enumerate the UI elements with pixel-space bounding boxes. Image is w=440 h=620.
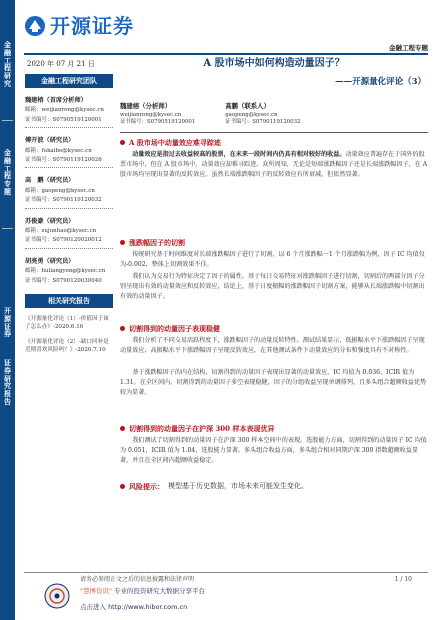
- analyst-name: 胡亮勇（研究员）: [25, 257, 75, 265]
- analyst-card: [25, 258, 113, 285]
- page-title: A 股市场中如何构造动量因子？: [203, 58, 345, 69]
- strip-divider: [2, 120, 13, 121]
- author-email: gaopeng@kysec.cn: [225, 111, 278, 118]
- watermark-logo-icon: [44, 583, 70, 609]
- author-name: 高鹏（联系人）: [225, 102, 270, 110]
- related-report-link[interactable]: 《开源量化评论（1）-价值因子该了怎么办》-2020.6.16: [25, 316, 109, 331]
- analyst-email: 邮箱：huliangyong@kysec.cn: [25, 268, 106, 275]
- analyst-card: [25, 177, 113, 208]
- analyst-divider: [25, 167, 113, 168]
- analyst-card: [25, 137, 113, 168]
- team-header: 金融工程研究团队: [25, 74, 113, 88]
- lead-sentence: 动量效应是指过去收益较高的股票，在未来一段时间内仍具有相对较好的收益。: [132, 151, 346, 158]
- analyst-divider: [25, 127, 113, 128]
- author-card: [120, 102, 195, 126]
- disclaimer-text: 请务必参阅正文之后的信息披露和法律声明: [80, 576, 195, 583]
- related-report-link[interactable]: 《开源量化评论（2）-缺口回补是近期喜欢风险吗？》-2020.7.10: [25, 339, 109, 354]
- strip-label-3: 开源证券: [4, 307, 11, 339]
- analyst-divider: [25, 248, 113, 249]
- analyst-card: [25, 97, 113, 128]
- report-date: 2020 年 07 月 21 日: [27, 60, 95, 68]
- authors-block: [120, 102, 428, 126]
- analyst-sidebar: [25, 74, 113, 354]
- section-paragraph: 我们分析了不同交易活跃程度下，涨跌幅因子的动量反转特性。测试结果显示，低振幅水平下涨跌幅因子呈现动量效应，高振幅水平下涨跌幅因子呈现反转效应，在其他测试条件下动量效应的分布和强度具有不对称性。: [120, 337, 425, 354]
- watermark-brand: "慧博资讯": [80, 587, 112, 595]
- author-card: [225, 102, 300, 126]
- company-logo: [24, 13, 134, 39]
- footer-divider: [24, 572, 428, 573]
- section-paragraph: 我们测试了切割得到的动量因子在沪深 300 样本空间中的表现。选股能力方面，切割得到的动量因子 IC 均值为 0.051，ICIR 值为 1.04，选股能力显著。多头组合收益方面，多头组合相对同期沪深 300 指数超额收益显著，并且在全区间内超额收益稳定。: [120, 437, 427, 464]
- paragraph-text: 动量效应普遍存在于国外的股票市场中，但在 A 股市场中，动量效应却难寻踪迹。众所周知，无论是短端涨跌幅因子还是长端涨跌幅因子，在 A 股市场均呈现出显著的反转效应。虽然长端涨跌幅因子的反转效应有所衰减，但依然显著。: [120, 151, 428, 178]
- author-cert: 证书编号：S0790119120032: [225, 118, 301, 125]
- section-paragraph: 传统研究基于时间维度对长端涨跌幅因子进行了切割，以 6 个月涨跌幅一1 个月涨跌幅为例，因子 IC 均值仅为-0.002，整体上切割效果不佳。: [120, 251, 425, 268]
- section-heading: [120, 138, 428, 147]
- section-heading: [120, 424, 428, 433]
- analyst-cert: 证书编号：S0790120030040: [25, 277, 102, 284]
- analyst-cert: 证书编号：S0790120020012: [25, 237, 102, 244]
- report-category: 金融工程专题: [389, 44, 428, 52]
- analyst-name: 高 鹏（研究员）: [25, 177, 75, 185]
- analyst-cert: 证书编号：S0790519120001: [25, 116, 102, 123]
- analyst-email: 邮箱：sujunhao@kysec.cn: [25, 227, 97, 234]
- logo-text: 开源证券: [50, 13, 134, 38]
- bullet-dot-icon: [120, 484, 125, 489]
- analyst-card: [25, 218, 113, 249]
- section-heading-text: 涨跌幅因子的切割: [129, 238, 185, 247]
- analyst-email: 邮箱：gaopeng@kysec.cn: [25, 187, 95, 194]
- risk-note-text: 模型基于历史数据，市场未来可能发生变化。: [168, 482, 308, 490]
- analyst-email: 邮箱：fukaibo@kysec.cn: [25, 147, 92, 154]
- section-heading-text: 切割得到的动量因子表现稳健: [129, 324, 220, 333]
- page-number: 1 / 10: [394, 576, 412, 583]
- bullet-dot-icon: [120, 426, 125, 431]
- related-reports-header: 相关研究报告: [25, 294, 113, 308]
- section-heading: [120, 324, 428, 333]
- section-paragraph: 基于涨跌幅因子的内在结构，切割得到的动量因子表现出显著的动量效应，IC 均值为 0.036，ICIR 值为 1.31。在全区间内，切割得到的动量因子多空表现稳健，因子的分组收益呈现单调排列，且多头组合超额收益优势较为显著。: [120, 369, 427, 396]
- analyst-cert: 证书编号：S0790119120032: [25, 197, 102, 204]
- section-heading-text: 切割得到的动量因子在沪深 300 样本表现优异: [129, 424, 275, 433]
- bullet-dot-icon: [120, 140, 125, 145]
- watermark-slogan: [80, 587, 205, 596]
- author-cert: 证书编号：S0790519120001: [120, 118, 196, 125]
- watermark-link[interactable]: 点击进入 http://www.hibor.com.cn: [80, 603, 188, 611]
- author-email: weijianrong@kysec.cn: [120, 111, 182, 118]
- analyst-name: 傅开波（研究员）: [25, 137, 75, 145]
- section-heading: [120, 238, 428, 247]
- left-side-strip: [0, 0, 15, 620]
- section-heading-text: 风险提示：: [129, 482, 164, 491]
- bullet-dot-icon: [120, 240, 125, 245]
- analyst-email: 邮箱：weijianrong@kysec.cn: [25, 107, 104, 114]
- strip-label-1: 金融工程研究: [4, 41, 11, 89]
- section-paragraph: 我们认为交易行为特征决定了因子的属性，基于每日交易特征对涨跌幅因子进行切割，切割后的两部分因子分别呈现出有效的动量效应和反转效应，结论上，基于日度振幅的涨跌幅因子切割方案，能够从长端涨跌幅中切割出有效的动量因子。: [120, 273, 425, 300]
- section-heading-text: A 股市场中动量效应难寻踪迹: [129, 138, 221, 147]
- analyst-divider: [25, 208, 113, 209]
- section-paragraph: [120, 150, 428, 180]
- strip-label-2: 金融工程专题: [4, 149, 11, 197]
- analyst-name: 魏建榕（首席分析师）: [25, 97, 87, 104]
- analyst-name: 苏俊豪（研究员）: [25, 217, 75, 225]
- header-divider: [24, 53, 428, 55]
- watermark-tagline: 专业的投资研究大数据分享平台: [111, 587, 206, 595]
- analyst-cert: 证书编号：S0790119120026: [25, 156, 102, 163]
- author-name: 魏建榕（分析师）: [120, 102, 172, 110]
- section-heading: [120, 482, 428, 491]
- bullet-dot-icon: [120, 326, 125, 331]
- strip-divider: [2, 228, 13, 229]
- authors-divider: [120, 132, 428, 133]
- report-subtitle: ——开源量化评论（3）: [335, 77, 426, 87]
- strip-label-4: 证券研究报告: [4, 359, 11, 407]
- logo-mark-icon: [24, 15, 46, 37]
